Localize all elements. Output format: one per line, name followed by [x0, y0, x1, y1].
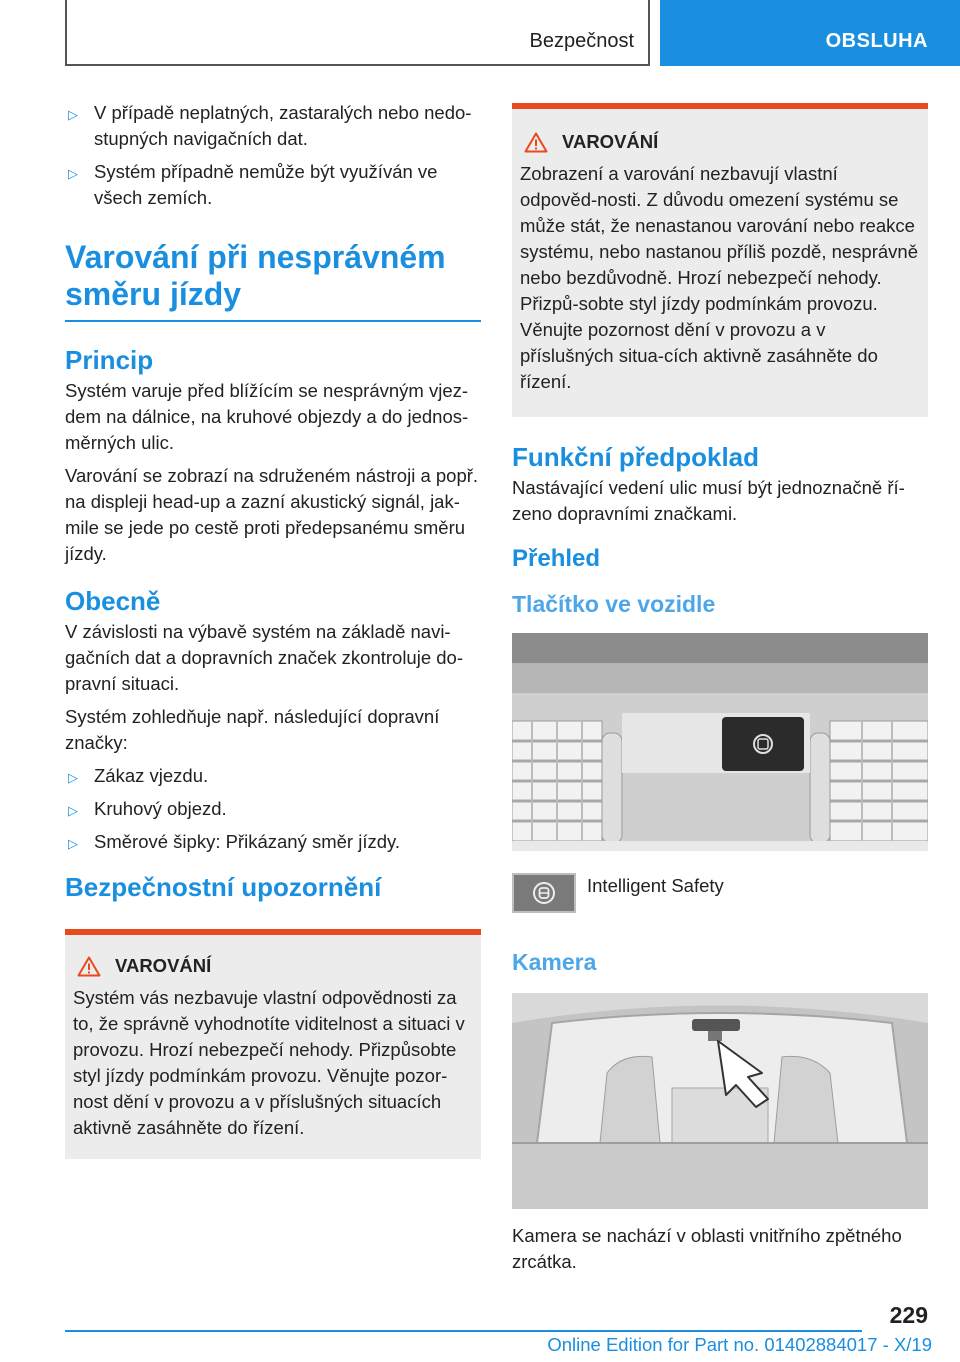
heading-prehled: Přehled [512, 545, 601, 572]
warning-title: VAROVÁNÍ [115, 955, 212, 976]
list-item: ▷ Kruhový objezd. [65, 796, 481, 822]
left-column [65, 100, 481, 1159]
bullet-triangle-icon: ▷ [68, 770, 78, 785]
warning-triangle-icon [77, 956, 101, 977]
list-item: ▷ V případě neplatných, zastaralých nebo nedo-stupných navigačních dat. [68, 102, 472, 149]
bullet-triangle-icon: ▷ [68, 836, 78, 851]
heading-kamera: Kamera [512, 949, 597, 975]
header-chapter-tab [660, 0, 960, 66]
paragraph-funkcni: Nastávající vedení ulic musí být jednoznačně ří-zeno dopravními značkami. [512, 477, 905, 524]
paragraph-kamera: Kamera se nachází v oblasti vnitřního zpětného zrcátka. [512, 1225, 902, 1272]
heading-obecne: Obecně [65, 586, 161, 616]
warning-box-right [512, 103, 928, 417]
chapter-heading: Varování při nesprávném směru jízdy [65, 239, 481, 322]
heading-tlacitko: Tlačítko ve vozidle [512, 591, 716, 617]
footer-edition: Online Edition for Part no. 01402884017 - X/19 [547, 1334, 932, 1355]
header-left-frame [65, 0, 650, 66]
warning-triangle-icon [524, 132, 548, 153]
button-label: Intelligent Safety [587, 875, 724, 896]
dashboard-illustration [512, 633, 928, 851]
button-legend-row [512, 873, 928, 913]
bullet-triangle-icon: ▷ [68, 166, 78, 181]
bullet-list-signs [65, 763, 481, 855]
list-item: ▷ Zákaz vjezdu. [65, 763, 481, 789]
paragraph-princip-2: Varování se zobrazí na sdruženém nástroji a popř. na displeji head-up a zazní akustický signál, jak-mile se jede po cestě proti předepsanému směru jízdy. [65, 465, 479, 564]
list-item: ▷ Směrové šipky: Přikázaný směr jízdy. [65, 829, 481, 855]
footer-divider [65, 1330, 862, 1332]
warning-text: Systém vás nezbavuje vlastní odpovědnosti za to, že správně vyhodnotíte viditelnost a situaci v provozu. Hrozí nebezpečí nehody. Přizpůsobte styl jízdy podmínkám provozu. Věnujte pozor-nost dění v provozu a v příslušných situacích aktivně zasáhněte do řízení. [73, 987, 465, 1138]
warning-title: VAROVÁNÍ [562, 131, 659, 152]
camera-photo [512, 993, 928, 1209]
right-column [512, 103, 928, 1282]
heading-funkcni: Funkční předpoklad [512, 442, 760, 472]
bullet-list-navigation [65, 100, 481, 211]
header-section-title: Bezpečnost [529, 30, 634, 52]
bullet-triangle-icon: ▷ [68, 803, 78, 818]
paragraph-obecne-2: Systém zohledňuje např. následující dopravní značky: [65, 706, 440, 753]
dashboard-button-photo [512, 633, 928, 851]
heading-princip: Princip [65, 345, 154, 375]
warning-box-left [65, 929, 481, 1159]
warning-text: Zobrazení a varování nezbavují vlastní odpověd-nosti. Z důvodu omezení systému se může stát, že nenastanou varování nebo reakce systému, nebo nastanou příliš pozdě, nesprávně nebo bezdůvodně. Hrozí nebezpečí nehody. Přizpů-sobte styl jízdy podmínkám provozu. Věnujte pozornost dění v provozu a v příslušných situa-cích aktivně zasáhněte do řízení. [520, 163, 918, 392]
intelligent-safety-icon [530, 879, 558, 907]
bullet-triangle-icon: ▷ [68, 107, 78, 122]
paragraph-princip-1: Systém varuje před blížícím se nesprávným vjez-dem na dálnice, na kruhové objezdy a do jednos-měrných ulic. [65, 380, 469, 453]
camera-illustration [512, 993, 928, 1209]
paragraph-obecne-1: V závislosti na výbavě systém na základě navi-gačních dat a dopravních značek zkontroluje do-pravní situaci. [65, 621, 463, 694]
heading-bezpecnostni: Bezpečnostní upozornění [65, 872, 382, 902]
list-item: ▷ Systém případně nemůže být využíván ve všech zemích. [68, 161, 438, 208]
page-number: 229 [889, 1302, 928, 1328]
header-chapter-title: OBSLUHA [825, 30, 928, 52]
intelligent-safety-button [512, 873, 576, 913]
